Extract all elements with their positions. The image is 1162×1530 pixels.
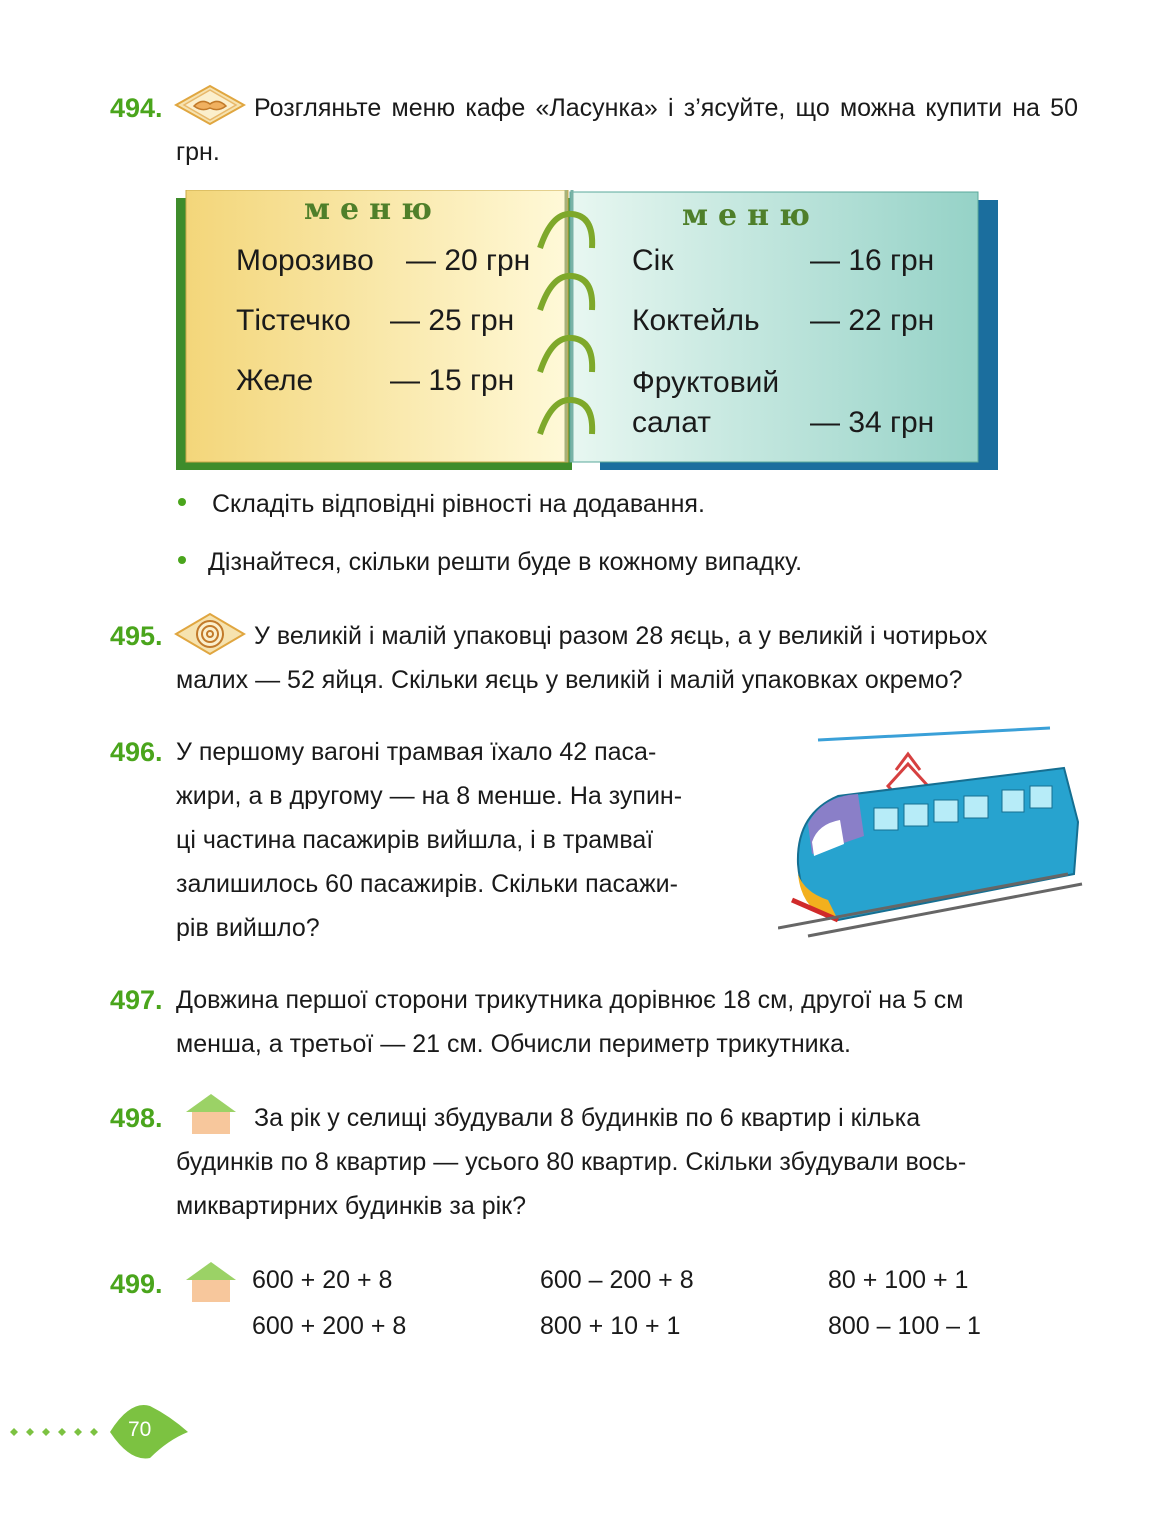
task-text: Розгляньте меню кафе «Ласунка» і з’ясуйте, що можна купити на 50 грн. xyxy=(176,94,1078,166)
menu-item-name: салат xyxy=(632,406,711,439)
page-number: 70 xyxy=(128,1418,152,1441)
cafe-menu xyxy=(172,190,1000,472)
expression: 800 – 100 – 1 xyxy=(828,1312,981,1340)
task-496 xyxy=(110,730,750,960)
task-498 xyxy=(110,1096,1078,1236)
house-icon xyxy=(184,1260,238,1304)
task-line: За рік у селищі збудували 8 будинків по 6 квартир і кілька xyxy=(254,1104,921,1132)
house-icon xyxy=(184,1092,238,1136)
menu-item-price: — 22 грн xyxy=(810,304,935,337)
task-number: 494. xyxy=(110,93,163,123)
menu-item-name: Фруктовий xyxy=(632,366,780,399)
task-line: залишилось 60 пасажирів. Скільки пасажи- xyxy=(176,870,678,898)
menu-item-name: Морозиво xyxy=(236,244,374,277)
menu-item-name: Сік xyxy=(632,244,674,277)
task-line: малих — 52 яйця. Скільки яєць у великій і малій упаковках окремо? xyxy=(176,666,963,694)
expression: 600 + 200 + 8 xyxy=(252,1312,407,1340)
menu-right-title: меню xyxy=(682,198,820,233)
bullet-item: Дізнайтеся, скільки решти буде в кожному випадку. xyxy=(178,548,802,577)
task-number: 497. xyxy=(110,985,163,1015)
menu-item-name: Желе xyxy=(236,364,314,397)
menu-left-title: меню xyxy=(304,192,442,227)
spiral-diamond-icon xyxy=(174,612,246,656)
task-line: Довжина першої сторони трикутника дорівнює 18 см, другої на 5 см xyxy=(176,986,964,1014)
menu-item-name: Тістечко xyxy=(236,304,351,337)
task-number: 495. xyxy=(110,621,163,651)
expression: 600 – 200 + 8 xyxy=(540,1266,694,1294)
task-line: ці частина пасажирів вийшла, і в трамваї xyxy=(176,826,654,854)
bullet-dot xyxy=(178,498,186,506)
bullet-dot xyxy=(178,556,186,564)
expression: 80 + 100 + 1 xyxy=(828,1266,969,1294)
task-497 xyxy=(110,978,1078,1068)
task-number: 499. xyxy=(110,1269,163,1299)
task-number: 498. xyxy=(110,1103,163,1133)
menu-item-name: Коктейль xyxy=(632,304,760,337)
expression: 600 + 20 + 8 xyxy=(252,1266,393,1294)
task-number: 496. xyxy=(110,737,163,767)
menu-item-price: — 25 грн xyxy=(390,304,515,337)
bullet-item: Складіть відповідні рівності на додавання. xyxy=(178,490,705,519)
task-line: будинків по 8 квартир — усього 80 квартир. Скільки збудували вось- xyxy=(176,1148,967,1176)
menu-item-price: — 16 грн xyxy=(810,244,935,277)
task-line: миквартирних будинків за рік? xyxy=(176,1192,527,1220)
menu-item-price: — 34 грн xyxy=(810,406,935,439)
task-line: У першому вагоні трамвая їхало 42 паса- xyxy=(176,738,657,766)
task-line: рів вийшло? xyxy=(176,914,320,942)
task-line: менша, а третьої — 21 см. Обчисли периметр трикутника. xyxy=(176,1030,851,1058)
menu-item-price: — 20 грн xyxy=(406,244,531,277)
task-495 xyxy=(110,614,1078,704)
expression: 800 + 10 + 1 xyxy=(540,1312,681,1340)
page-number-decoration xyxy=(0,1396,200,1466)
menu-item-price: — 15 грн xyxy=(390,364,515,397)
tram-illustration xyxy=(778,724,1084,938)
task-line: жири, а в другому — на 8 менше. На зупин- xyxy=(176,782,683,810)
task-line: У великій і малій упаковці разом 28 яєць, а у великій і чотирьох xyxy=(254,622,988,650)
